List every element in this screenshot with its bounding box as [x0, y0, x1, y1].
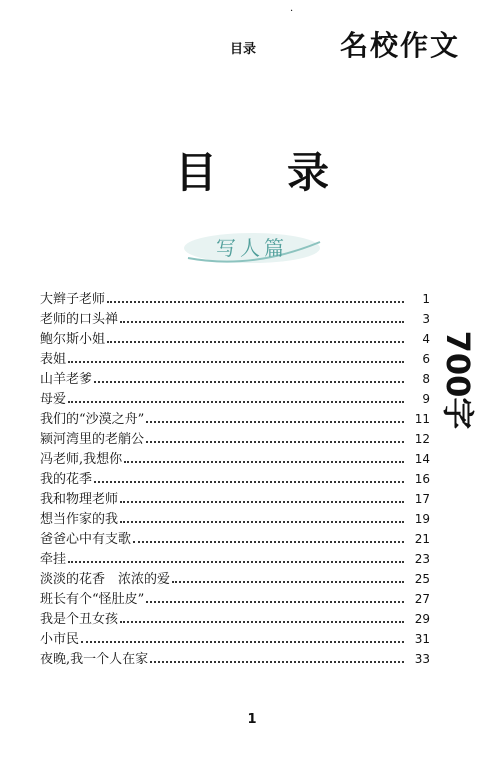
toc-leader-dots	[146, 441, 404, 443]
toc-entry[interactable]	[40, 509, 430, 529]
toc-entry-page: 19	[414, 512, 430, 526]
toc-entry-page: 14	[414, 452, 430, 466]
toc-entry-title: 班长有个“怪肚皮”	[40, 592, 145, 607]
toc-entry-page: 12	[414, 432, 430, 446]
toc-leader-dots	[107, 301, 404, 303]
toc-entry[interactable]	[40, 589, 430, 609]
toc-entry[interactable]	[40, 309, 430, 329]
toc-entry[interactable]	[40, 409, 430, 429]
toc-entry[interactable]	[40, 649, 430, 669]
side-label	[430, 320, 490, 440]
toc-entry-title: 淡淡的花香 浓浓的爱	[40, 572, 171, 587]
toc-entry-title: 我们的“沙漠之舟”	[40, 412, 145, 427]
toc-entry-page: 31	[414, 632, 430, 646]
toc-leader-dots	[94, 381, 404, 383]
toc-entry[interactable]	[40, 329, 430, 349]
toc-entry-title: 爸爸心中有支歌	[40, 532, 132, 547]
toc-entry[interactable]	[40, 349, 430, 369]
toc-entry-title: 我和物理老师	[40, 492, 119, 507]
toc-entry-page: 21	[414, 532, 430, 546]
toc-entry-page: 16	[414, 472, 430, 486]
toc-entry-title: 老师的口头禅	[40, 312, 119, 327]
toc-entry[interactable]	[40, 449, 430, 469]
running-header-brand: 名校作文	[340, 29, 461, 62]
toc-entry-page: 11	[414, 412, 430, 426]
toc-entry-page: 4	[422, 332, 430, 346]
toc-leader-dots	[68, 401, 404, 403]
page-title: 目录	[174, 148, 399, 197]
toc-entry-title: 母爱	[40, 392, 67, 407]
page-number: 1	[247, 712, 257, 727]
toc-entry-page: 25	[414, 572, 430, 586]
toc-entry[interactable]	[40, 389, 430, 409]
toc-entry-title: 表姐	[40, 352, 67, 367]
toc-entry[interactable]	[40, 469, 430, 489]
toc-entry-title: 牵挂	[40, 552, 67, 567]
toc-entry-page: 23	[414, 552, 430, 566]
toc-leader-dots	[68, 561, 404, 563]
toc-entry-page: 29	[414, 612, 430, 626]
toc-entry-page: 3	[422, 312, 430, 326]
toc-leader-dots	[120, 321, 404, 323]
toc-entry-title: 小市民	[40, 632, 80, 647]
toc-leader-dots	[120, 621, 404, 623]
toc-leader-dots	[107, 341, 404, 343]
toc-entry[interactable]	[40, 489, 430, 509]
toc-entry-title: 山羊老爹	[40, 372, 93, 387]
toc-entry-title: 鲍尔斯小姐	[40, 332, 106, 347]
toc-entry-page: 9	[422, 392, 430, 406]
toc-entry-title: 想当作家的我	[40, 512, 119, 527]
toc-leader-dots	[146, 601, 404, 603]
toc-entry-page: 6	[422, 352, 430, 366]
toc-entry-page: 1	[422, 292, 430, 306]
toc-entry[interactable]	[40, 289, 430, 309]
toc-entry-title: 我的花季	[40, 472, 93, 487]
toc-leader-dots	[172, 581, 404, 583]
toc-entry[interactable]	[40, 629, 430, 649]
toc-leader-dots	[150, 661, 404, 663]
toc-leader-dots	[120, 501, 404, 503]
toc-leader-dots	[68, 361, 404, 363]
section-label: 写人篇	[216, 236, 288, 260]
toc-entry-page: 8	[422, 372, 430, 386]
table-of-contents	[40, 289, 430, 669]
toc-entry-page: 27	[414, 592, 430, 606]
toc-entry[interactable]	[40, 609, 430, 629]
toc-leader-dots	[81, 641, 404, 643]
toc-entry-page: 33	[414, 652, 430, 666]
toc-leader-dots	[94, 481, 404, 483]
toc-entry-page: 17	[414, 492, 430, 506]
toc-entry[interactable]	[40, 569, 430, 589]
toc-leader-dots	[120, 521, 404, 523]
running-header-section: 目录	[230, 42, 257, 57]
side-label-text: 700字	[439, 330, 477, 430]
toc-leader-dots	[124, 461, 404, 463]
dot-mark: ·	[290, 6, 294, 17]
toc-entry-title: 夜晚,我一个人在家	[40, 652, 149, 667]
toc-entry[interactable]	[40, 549, 430, 569]
section-banner	[178, 228, 326, 268]
toc-entry-title: 大辫子老师	[40, 292, 106, 307]
toc-entry-title: 冯老师,我想你	[40, 452, 123, 467]
toc-leader-dots	[133, 541, 404, 543]
toc-entry[interactable]	[40, 369, 430, 389]
toc-entry[interactable]	[40, 429, 430, 449]
toc-leader-dots	[146, 421, 404, 423]
toc-entry-title: 颍河湾里的老艄公	[40, 432, 145, 447]
toc-entry-title: 我是个丑女孩	[40, 612, 119, 627]
toc-entry[interactable]	[40, 529, 430, 549]
